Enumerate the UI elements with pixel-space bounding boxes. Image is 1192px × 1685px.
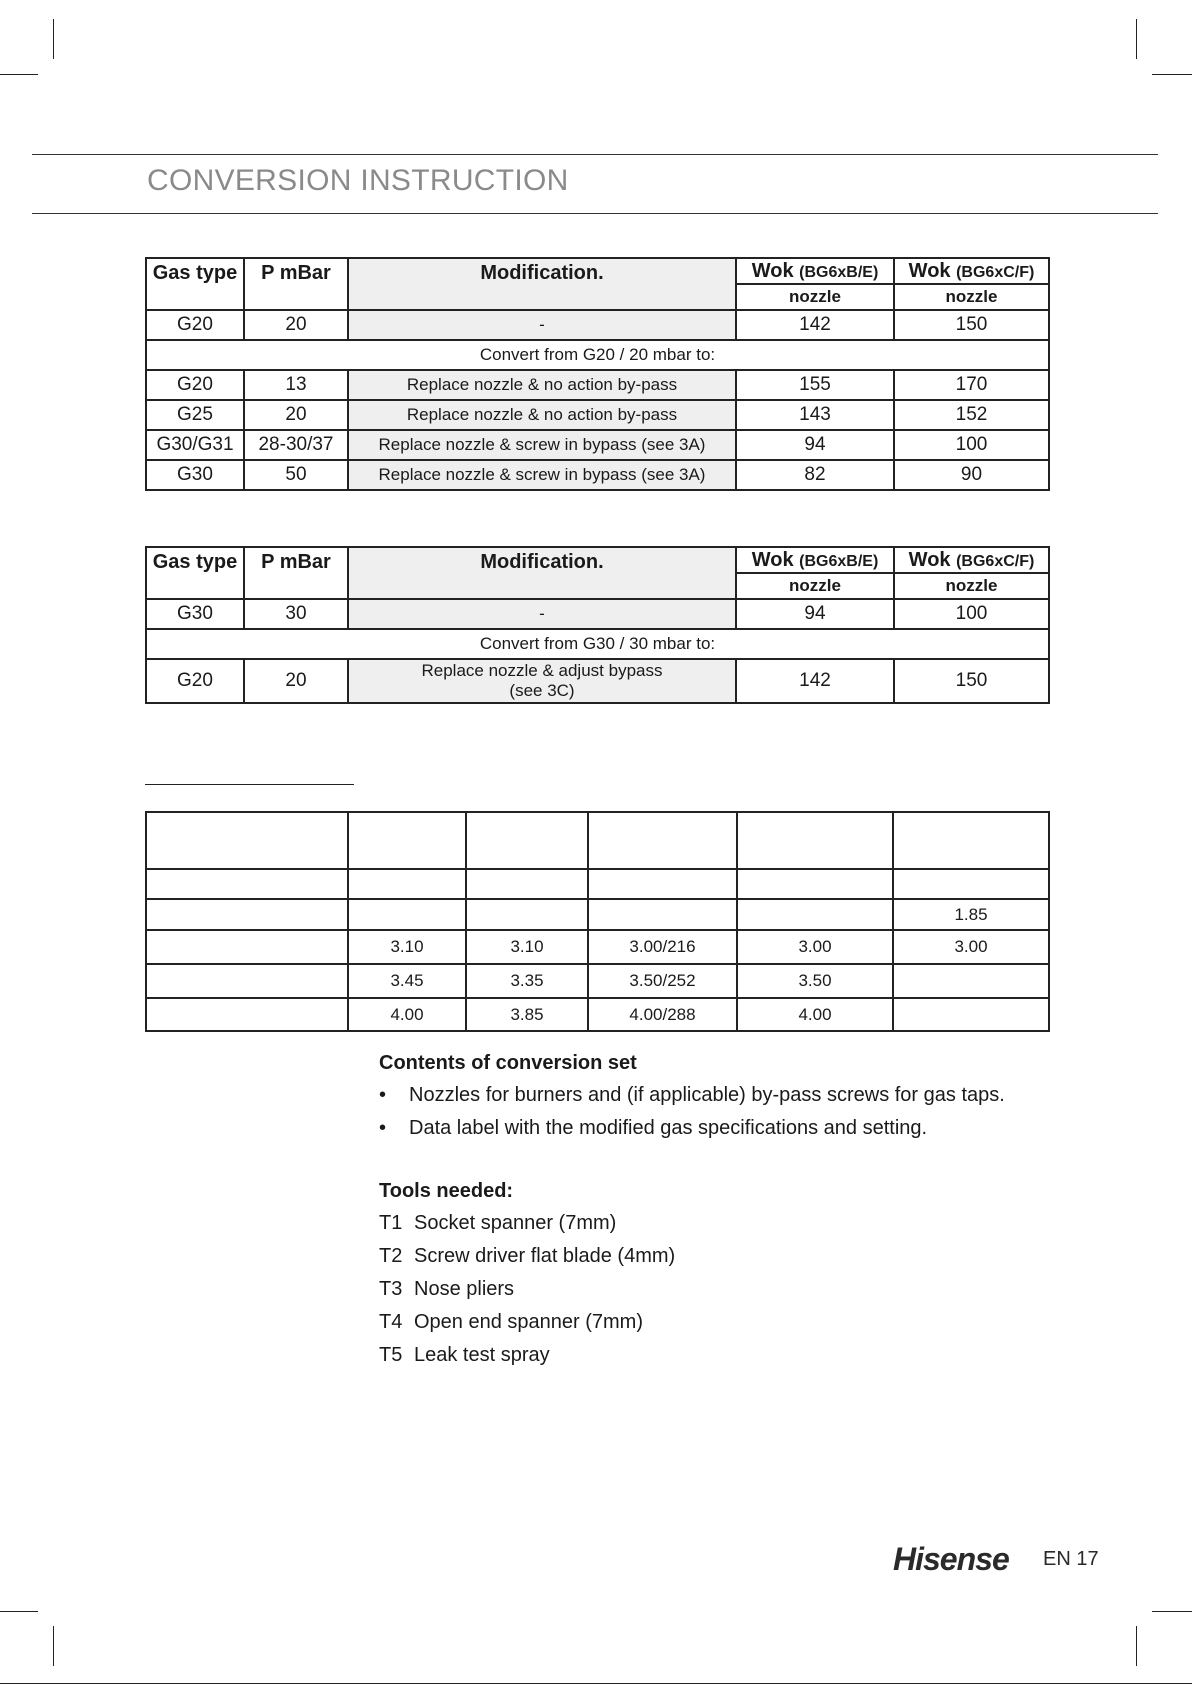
wok-c-header xyxy=(894,547,1049,573)
modification-cell: Replace nozzle & no action by-pass xyxy=(348,370,736,400)
gas-type-header: Gas type xyxy=(146,547,244,599)
table-cell xyxy=(893,869,1049,899)
crop-mark xyxy=(53,19,54,59)
table-cell xyxy=(466,869,588,899)
tool-item xyxy=(379,1212,1059,1235)
tool-item xyxy=(379,1245,1059,1268)
tool-item xyxy=(379,1311,1059,1334)
tools-heading: Tools needed: xyxy=(379,1180,514,1202)
table-cell xyxy=(348,812,466,869)
tool-label: Leak test spray xyxy=(414,1344,550,1366)
table-cell xyxy=(893,964,1049,998)
conversion-table-g20 xyxy=(145,257,1050,491)
tool-code: T4 xyxy=(379,1311,403,1333)
tool-label: Nose pliers xyxy=(414,1278,515,1300)
crop-mark xyxy=(53,1626,54,1666)
tool-code: T2 xyxy=(379,1245,403,1267)
wok-c-model: (BG6xC/F) xyxy=(956,552,1035,570)
nozzle-c-header: nozzle xyxy=(894,284,1049,310)
table-row xyxy=(146,400,1049,430)
wok-b-model: (BG6xB/E) xyxy=(799,263,879,281)
tool-label: Open end spanner (7mm) xyxy=(414,1311,644,1333)
list-item-text: Data label with the modified gas specifications and setting. xyxy=(409,1117,928,1139)
table-row xyxy=(146,899,1049,930)
gas-type-cell: G20 xyxy=(146,310,244,340)
nozzle-b-cell: 82 xyxy=(736,460,894,490)
crop-mark xyxy=(0,1611,38,1612)
modification-header: Modification. xyxy=(348,547,736,599)
table-cell: 4.00/288 xyxy=(588,998,737,1031)
pressure-header: P mBar xyxy=(244,258,348,310)
conversion-notes xyxy=(379,1052,1059,1377)
crop-mark xyxy=(1152,74,1192,75)
gas-type-cell: G20 xyxy=(146,659,244,703)
table-row xyxy=(146,430,1049,460)
table-cell: 4.00 xyxy=(348,998,466,1031)
crop-mark xyxy=(1136,19,1137,59)
table-row xyxy=(146,599,1049,629)
tool-code: T1 xyxy=(379,1212,403,1234)
list-item xyxy=(379,1117,1059,1140)
wok-c-model: (BG6xC/F) xyxy=(956,263,1035,281)
table-row xyxy=(146,964,1049,998)
specification-table xyxy=(145,811,1050,1032)
tool-code: T5 xyxy=(379,1344,403,1366)
nozzle-c-cell: 100 xyxy=(894,430,1049,460)
crop-mark xyxy=(0,74,38,75)
conversion-table-g30 xyxy=(145,546,1050,704)
table-cell xyxy=(588,869,737,899)
table-cell xyxy=(737,869,893,899)
modification-header: Modification. xyxy=(348,258,736,310)
tool-label: Screw driver flat blade (4mm) xyxy=(414,1245,676,1267)
pressure-cell: 20 xyxy=(244,659,348,703)
modification-line-2: (see 3C) xyxy=(509,681,575,700)
table-cell xyxy=(466,899,588,930)
table-cell xyxy=(146,869,348,899)
wok-c-header xyxy=(894,258,1049,284)
table-cell: 3.85 xyxy=(466,998,588,1031)
table-cell xyxy=(348,899,466,930)
tool-item xyxy=(379,1344,1059,1367)
pressure-cell: 30 xyxy=(244,599,348,629)
table-cell xyxy=(146,899,348,930)
wok-c-label: Wok xyxy=(908,548,957,571)
bullet-icon: • xyxy=(379,1117,387,1139)
bullet-icon: • xyxy=(379,1084,387,1106)
nozzle-b-cell: 142 xyxy=(736,659,894,703)
brand-logo: Hisense xyxy=(893,1541,1009,1577)
modification-line-1: Replace nozzle & adjust bypass xyxy=(421,661,663,680)
contents-heading: Contents of conversion set xyxy=(379,1052,637,1074)
page-title: CONVERSION INSTRUCTION xyxy=(147,164,569,197)
page-edge xyxy=(0,1683,1192,1684)
gas-type-cell: G30 xyxy=(146,460,244,490)
nozzle-c-cell: 150 xyxy=(894,310,1049,340)
table-row xyxy=(146,869,1049,899)
nozzle-c-cell: 152 xyxy=(894,400,1049,430)
pressure-header: P mBar xyxy=(244,547,348,599)
nozzle-c-cell: 90 xyxy=(894,460,1049,490)
table-cell xyxy=(893,998,1049,1031)
wok-b-model: (BG6xB/E) xyxy=(799,552,879,570)
header-top-rule xyxy=(32,154,1158,155)
table-cell: 1.85 xyxy=(893,899,1049,930)
modification-cell: Replace nozzle & screw in bypass (see 3A) xyxy=(348,460,736,490)
table-cell: 3.50/252 xyxy=(588,964,737,998)
table-row xyxy=(146,659,1049,703)
page-number: EN 17 xyxy=(1043,1548,1099,1570)
table-cell: 3.00 xyxy=(737,930,893,964)
gas-type-cell: G30 xyxy=(146,599,244,629)
table-row xyxy=(146,460,1049,490)
table-row xyxy=(146,812,1049,869)
list-item xyxy=(379,1084,1059,1107)
wok-b-header xyxy=(736,547,894,573)
wok-b-header xyxy=(736,258,894,284)
table-cell: 3.50 xyxy=(737,964,893,998)
table-cell xyxy=(737,899,893,930)
list-item-text: Nozzles for burners and (if applicable) by-pass screws for gas taps. xyxy=(409,1084,1005,1106)
header-bottom-rule xyxy=(32,213,1158,214)
nozzle-b-cell: 94 xyxy=(736,430,894,460)
nozzle-b-cell: 155 xyxy=(736,370,894,400)
table-cell xyxy=(146,930,348,964)
wok-b-label: Wok xyxy=(751,259,800,282)
modification-cell: Replace nozzle & no action by-pass xyxy=(348,400,736,430)
table-cell: 3.45 xyxy=(348,964,466,998)
pressure-cell: 20 xyxy=(244,310,348,340)
table-cell xyxy=(146,964,348,998)
crop-mark xyxy=(1136,1626,1137,1666)
pressure-cell: 50 xyxy=(244,460,348,490)
table-cell xyxy=(146,812,348,869)
modification-cell xyxy=(348,659,736,703)
nozzle-b-cell: 143 xyxy=(736,400,894,430)
pressure-cell: 28-30/37 xyxy=(244,430,348,460)
section-rule xyxy=(145,784,354,785)
table-cell: 3.00/216 xyxy=(588,930,737,964)
nozzle-b-header: nozzle xyxy=(736,573,894,599)
nozzle-b-cell: 94 xyxy=(736,599,894,629)
pressure-cell: 13 xyxy=(244,370,348,400)
gas-type-cell: G20 xyxy=(146,370,244,400)
table-cell xyxy=(588,812,737,869)
tool-label: Socket spanner (7mm) xyxy=(414,1212,617,1234)
table-cell: 3.10 xyxy=(348,930,466,964)
wok-c-label: Wok xyxy=(908,259,957,282)
table-row xyxy=(146,310,1049,340)
wok-b-label: Wok xyxy=(751,548,800,571)
convert-note: Convert from G30 / 30 mbar to: xyxy=(146,629,1049,659)
table-cell: 3.35 xyxy=(466,964,588,998)
table-cell xyxy=(348,869,466,899)
table-cell: 4.00 xyxy=(737,998,893,1031)
table-cell xyxy=(466,812,588,869)
nozzle-b-header: nozzle xyxy=(736,284,894,310)
table-cell: 3.00 xyxy=(893,930,1049,964)
pressure-cell: 20 xyxy=(244,400,348,430)
nozzle-c-cell: 170 xyxy=(894,370,1049,400)
table-cell xyxy=(893,812,1049,869)
modification-cell: - xyxy=(348,310,736,340)
gas-type-cell: G25 xyxy=(146,400,244,430)
nozzle-b-cell: 142 xyxy=(736,310,894,340)
nozzle-c-cell: 100 xyxy=(894,599,1049,629)
table-cell xyxy=(146,998,348,1031)
table-cell: 3.10 xyxy=(466,930,588,964)
tool-code: T3 xyxy=(379,1278,403,1300)
table-cell xyxy=(737,812,893,869)
convert-note: Convert from G20 / 20 mbar to: xyxy=(146,340,1049,370)
nozzle-c-cell: 150 xyxy=(894,659,1049,703)
table-row xyxy=(146,370,1049,400)
nozzle-c-header: nozzle xyxy=(894,573,1049,599)
gas-type-cell: G30/G31 xyxy=(146,430,244,460)
gas-type-header: Gas type xyxy=(146,258,244,310)
tool-item xyxy=(379,1278,1059,1301)
crop-mark xyxy=(1152,1611,1192,1612)
table-cell xyxy=(588,899,737,930)
modification-cell: - xyxy=(348,599,736,629)
modification-cell: Replace nozzle & screw in bypass (see 3A) xyxy=(348,430,736,460)
table-row xyxy=(146,930,1049,964)
table-row xyxy=(146,998,1049,1031)
